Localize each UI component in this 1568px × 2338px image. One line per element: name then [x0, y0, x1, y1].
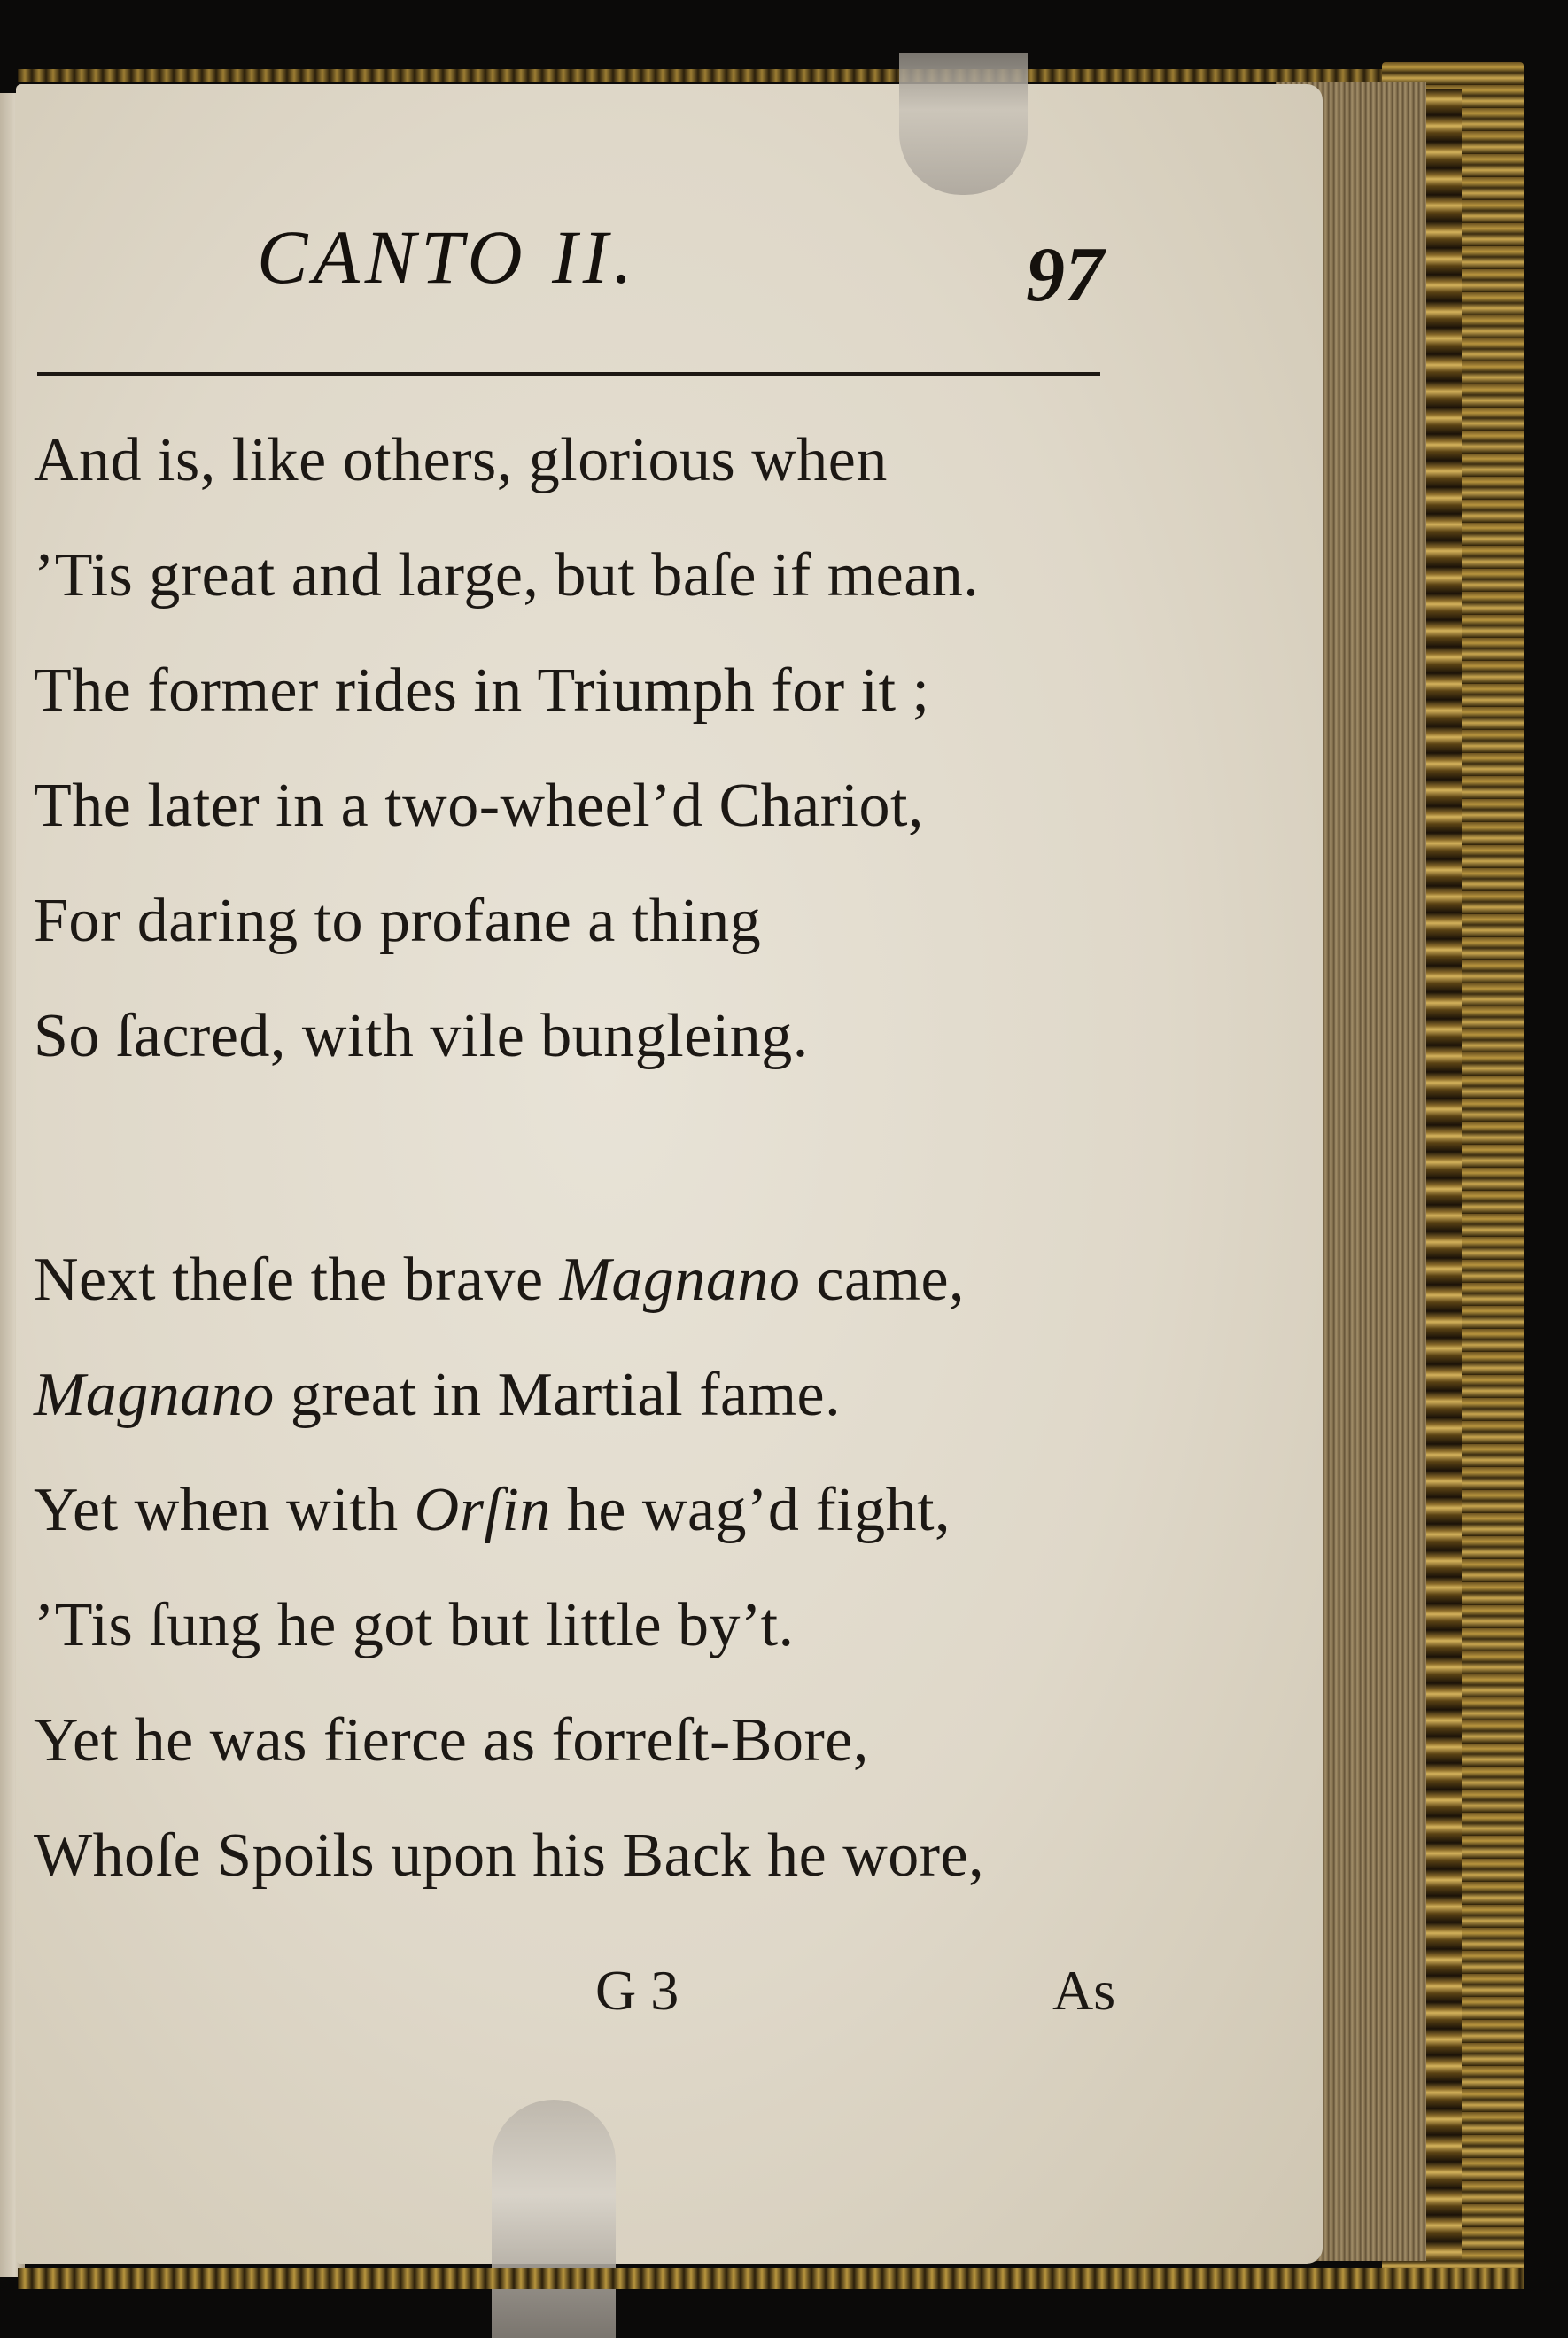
book-page	[16, 84, 1323, 2264]
verse-line: ’Tis ſung he got but little by’t.	[34, 1591, 795, 1659]
verse-line: Yet when with Orſin he wag’d fight,	[34, 1476, 951, 1544]
verse-line: ’Tis great and large, but baſe if mean.	[34, 541, 980, 610]
verse-line: Whoſe Spoils upon his Back he wore,	[34, 1821, 985, 1890]
verse-line: So ſacred, with vile bungleing.	[34, 1002, 809, 1070]
running-head	[0, 213, 1116, 319]
verse-line: Yet he was fierce as forreſt-Bore,	[34, 1706, 869, 1775]
page-number: 97	[1026, 232, 1104, 318]
italic-name: Magnano	[34, 1361, 275, 1429]
italic-name: Orſin	[414, 1476, 551, 1544]
verse-line: Magnano great in Martial fame.	[34, 1361, 842, 1429]
verse-line: The former rides in Triumph for it ;	[34, 656, 930, 725]
verse-line: And is, like others, glorious when	[34, 426, 888, 494]
page-clip-top	[899, 53, 1028, 195]
cover-top-tooling	[18, 69, 1453, 82]
running-title: CANTO II.	[257, 214, 638, 299]
page-clip-bottom	[492, 2100, 616, 2338]
verse-line: The later in a two-wheel’d Chariot,	[34, 772, 924, 840]
catchword: As	[1052, 1959, 1116, 2022]
verse-line: For daring to profane a thing	[34, 887, 762, 955]
cover-bottom-tooling	[18, 2268, 1524, 2289]
header-rule	[37, 372, 1100, 376]
verse-line: Next theſe the brave Magnano came,	[34, 1246, 966, 1314]
italic-name: Magnano	[559, 1246, 801, 1314]
signature-mark: G 3	[595, 1959, 679, 2022]
